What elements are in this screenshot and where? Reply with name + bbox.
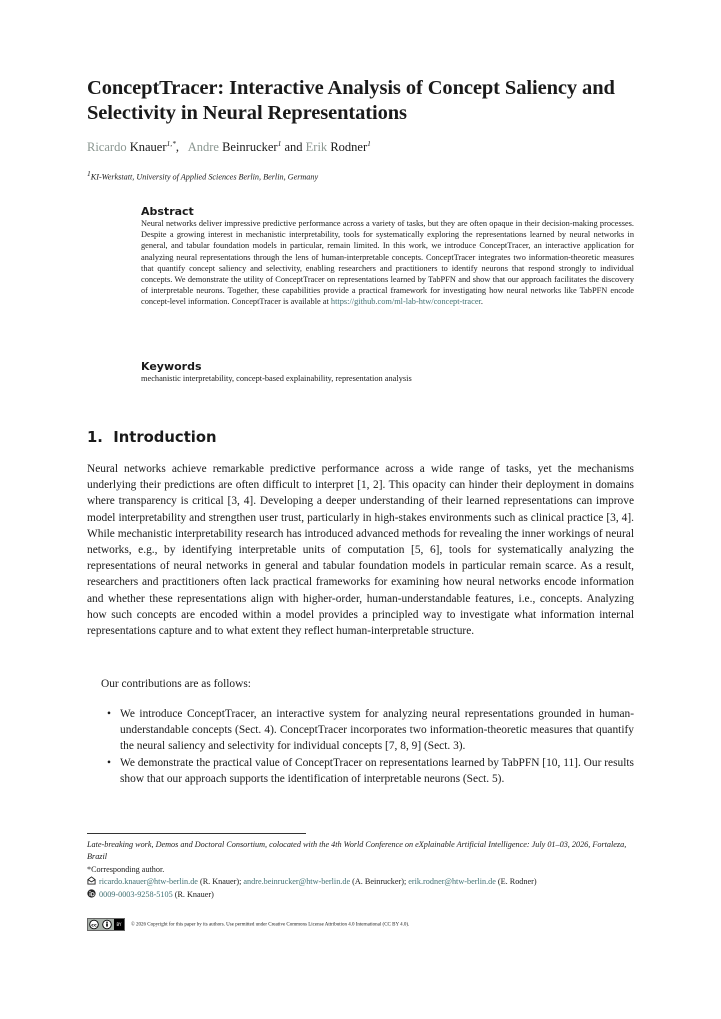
footnotes — [87, 839, 634, 902]
license-line: cc BY © 2026 Copyright for this paper by its authors. Use permitted under Creative Commons License Attribution 4.0 International (CC BY 4.0). — [87, 918, 409, 931]
list-item: • We introduce ConceptTracer, an interactive system for analyzing neural representations grounded in human-understandable concepts (Sect. 4). ConceptTracer incorporates two information-theoretic measures that quantify the neural saliency and selectivity for individual concepts [7, 8, 9] (Sect. 3). — [107, 708, 634, 753]
keywords-text: mechanistic interpretability, concept-based explainability, representation analysis — [141, 374, 412, 383]
abstract-heading: Abstract — [141, 205, 194, 218]
abstract — [141, 205, 634, 308]
contribution-list — [107, 706, 634, 787]
bullet-icon: • — [107, 708, 111, 720]
email-link[interactable]: ricardo.knauer@htw-berlin.de — [99, 876, 198, 886]
envelope-icon — [87, 876, 96, 889]
paper-title: ConceptTracer: Interactive Analysis of Concept Saliency and Selectivity in Neural Representations — [87, 77, 615, 124]
author-2: Andre Beinrucker$^1$ — [187, 139, 282, 155]
corresponding-note: *Corresponding author. — [87, 864, 165, 874]
author-3: Erik Rodner$^1$ — [305, 139, 371, 155]
cc-by-icon: cc BY — [87, 918, 125, 931]
author-1: Ricardo Knauer$^{1,*}$ — [87, 139, 176, 155]
abstract-text: Neural networks deliver impressive predictive performance across a variety of tasks, but they are often opaque in their decision-making processes. Despite a growing interest in mechanistic interpretability, tools for systematically exploring the representations learned by neural networks in general, and tabular foundation models in particular, remain limited. In this work, we introduce ConceptTracer, an interactive application for analyzing neural representations through the lens of human-interpretable concepts. ConceptTracer integrates two information-theoretic measures that quantify concept saliency and selectivity, enabling researchers and practitioners to identify neurons that respond strongly to individual concepts. We demonstrate the utility of ConceptTracer on representations learned by TabPFN and show that our approach facilitates the discovery of interpretable neurons. Together, these capabilities provide a practical framework for investigating how neural networks like TabPFN encode concept-level information. ConceptTracer is available at https://github.com/ml-lab-htw/concept-tracer. — [141, 219, 634, 307]
orcid-line: 0009-0003-9258-5105 (R. Knauer) — [87, 889, 634, 902]
footnote-rule — [87, 833, 306, 834]
svg-text:cc: cc — [91, 923, 97, 929]
intro-paragraph: Neural networks achieve remarkable predictive performance across a wide range of tasks, yet the mechanisms underlying their predictions are often difficult to interpret [1, 2]. This opacity can hinder their deployment in domains where transparency is critical [3, 4]. Developing a deeper understanding of their learned representations can improve model interpretability and strengthen user trust, particularly in high-stakes environments such as clinical practice [3, 4]. While mechanistic interpretability research has introduced advanced methods for revealing the inner workings of neural networks, e.g., by identifying interpretable units of computation [5, 6], tools for systematically analyzing the representations of neural networks in general and tabular foundation models in particular remain scarce. As a result, researchers and practitioners often lack practical frameworks for examining how neural networks encode information and whether these representations align with higher-order, human-understandable features, i.e., concepts. Analyzing how such concepts are encoded within a model provides a principled way to investigate what information internal representations capture and to what extent they reflect human-interpretable structure. — [87, 463, 634, 638]
venue-note: Late-breaking work, Demos and Doctoral Consortium, colocated with the 4th World Conference on eXplainable Artificial Intelligence: July 01–03, 2026, Fortaleza, Brazil — [87, 840, 627, 862]
author-list: Ricardo Knauer$^{1,*}$, Andre Beinrucker$^1$ and Erik Rodner$^1$ — [87, 139, 371, 155]
list-item: • We demonstrate the practical value of ConceptTracer on representations learned by TabPFN [10, 11]. Our results show that our approach supports the identification of interpretable neurons (Sect. 5). — [107, 756, 634, 785]
email-link[interactable]: erik.rodner@htw-berlin.de — [408, 876, 496, 886]
github-link[interactable]: https://github.com/ml-lab-htw/concept-tracer — [330, 297, 481, 307]
email-link[interactable]: andre.beinrucker@htw-berlin.de — [243, 876, 351, 886]
orcid-link[interactable]: 0009-0003-9258-5105 — [99, 890, 173, 900]
keywords-heading: Keywords — [141, 360, 202, 373]
orcid-icon — [87, 889, 96, 902]
section-heading: 1. Introduction — [87, 429, 217, 446]
email-line: ricardo.knauer@htw-berlin.de (R. Knauer); andre.beinrucker@htw-berlin.de (A. Beinrucker); erik.rodner@htw-berlin.de (E. Rodner) — [87, 876, 634, 889]
contributions-lead: Our contributions are as follows: — [101, 678, 251, 690]
affiliation: $^1$KI-Werkstatt, University of Applied Sciences Berlin, Berlin, Germany — [87, 169, 319, 182]
keywords — [141, 360, 634, 384]
bullet-icon: • — [107, 756, 111, 769]
